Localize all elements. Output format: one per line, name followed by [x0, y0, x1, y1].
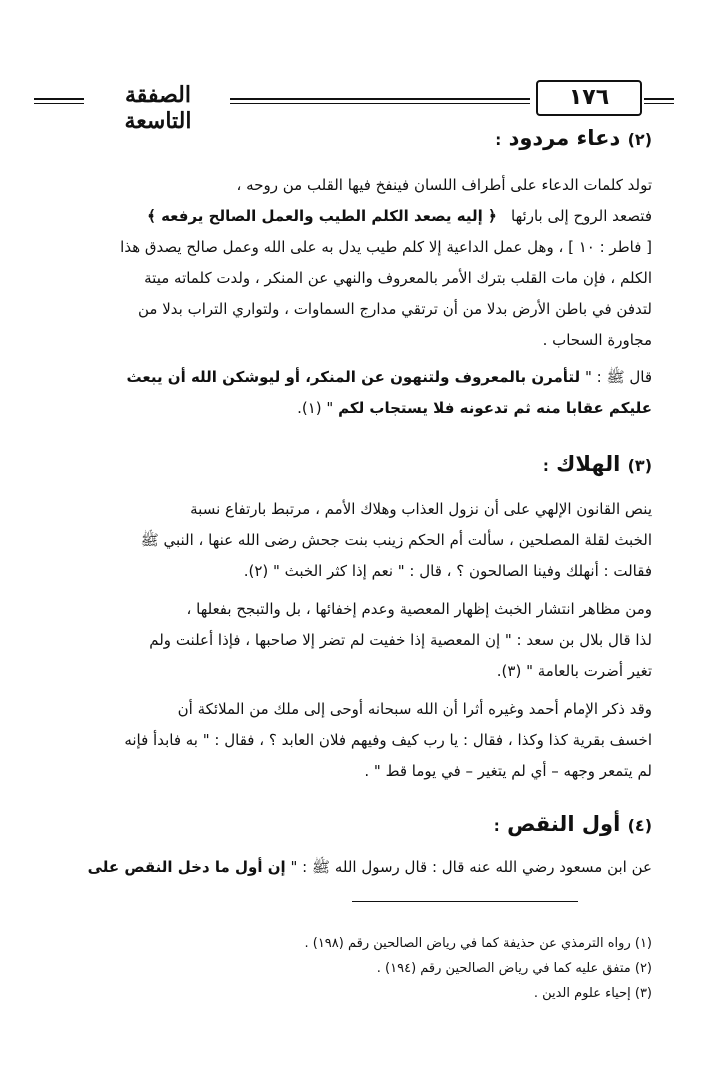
hadith-text: عليكم عقابا منه ثم تدعونه فلا يستجاب لكم: [338, 399, 652, 417]
section-title: الهلاك: [556, 452, 621, 476]
section-heading-2: [495, 126, 652, 150]
paragraph-line: اخسف بقرية كذا وكذا ، فقال : يا رب كيف وفيهم فلان العابد ؟ ، فقال : " به فابدأ فإنه: [124, 731, 652, 749]
hadith-text: إن أول ما دخل النقص على: [87, 858, 286, 876]
header-rule-middle: [230, 98, 530, 104]
section-title: أول النقص: [507, 812, 621, 836]
footnote: (٣) إحياء علوم الدين .: [533, 986, 652, 1001]
footnote-ref: " (١).: [297, 399, 334, 417]
section-title: دعاء مردود: [508, 126, 621, 150]
section-number: (٤): [627, 816, 652, 835]
section-number: (٣): [627, 456, 652, 475]
section-heading-3: [543, 452, 652, 476]
paragraph-line: [ فاطر : ١٠ ] ، وهل عمل الداعية إلا كلم طيب يدل به على الله وعمل صالح يصدق هذا: [120, 238, 652, 256]
paragraph-line: [42, 201, 652, 232]
verse-intro: فتصعد الروح إلى بارئها: [511, 207, 652, 225]
page-header: [34, 76, 674, 134]
paragraph-line: ينص القانون الإلهي على أن نزول العذاب وهلاك الأمم ، مرتبط بارتفاع نسبة: [190, 500, 652, 518]
footnote-divider: [352, 901, 578, 902]
hadith-line: [126, 362, 652, 393]
paragraph-line: لتدفن في باطن الأرض بدلا من أن ترتقي مدارج السماوات ، ولتواري التراب بدلا من: [137, 300, 652, 318]
header-rule-left: [34, 98, 84, 104]
hadith-intro: قال ﷺ : ": [584, 368, 652, 386]
section-number: (٢): [627, 130, 652, 149]
section-heading-4: [494, 812, 652, 836]
quran-verse: ﴿ إليه يصعد الكلم الطيب والعمل الصالح يرفعه ﴾: [147, 207, 497, 225]
page-number: ١٧٦: [536, 80, 642, 116]
section-suffix: :: [493, 817, 500, 835]
paragraph-line: ومن مظاهر انتشار الخبث إظهار المعصية وعدم إخفائها ، بل والتبجح بفعلها ،: [186, 600, 652, 618]
paragraph-line: تولد كلمات الدعاء على أطراف اللسان فينفخ فيها القلب من روحه ،: [236, 176, 652, 194]
footnote: (١) رواه الترمذي عن حذيفة كما في رياض الصالحين رقم (١٩٨) .: [304, 936, 652, 951]
paragraph-line: تغير أضرت بالعامة " (٣).: [496, 662, 652, 680]
chapter-title: الصفقة التاسعة: [124, 82, 192, 134]
header-rule-right: [644, 98, 674, 104]
paragraph-line: فقالت : أنهلك وفينا الصالحون ؟ ، قال : " نعم إذا كثر الخبث " (٢).: [243, 562, 652, 580]
section-suffix: :: [495, 131, 502, 149]
paragraph-line: الخبث لقلة المصلحين ، سألت أم الحكم زينب بنت جحش رضى الله عنها ، النبي ﷺ: [140, 531, 652, 549]
paragraph-line: [42, 852, 652, 883]
paragraph-line: الكلم ، فإن مات القلب بترك الأمر بالمعروف والنهي عن المنكر ، ولدت كلماته ميتة: [144, 269, 652, 287]
hadith-text: لتأمرن بالمعروف ولتنهون عن المنكر، أو ليوشكن الله أن يبعث: [126, 368, 581, 386]
hadith-intro: عن ابن مسعود رضي الله عنه قال : قال رسول الله ﷺ : ": [290, 858, 652, 876]
paragraph-line: لم يتمعر وجهه – أي لم يتغير – في يوما قط " .: [364, 762, 652, 780]
hadith-line: [42, 393, 652, 424]
footnote: (٢) متفق عليه كما في رياض الصالحين رقم (١٩٤) .: [376, 961, 652, 976]
paragraph-line: وقد ذكر الإمام أحمد وغيره أثرا أن الله سبحانه أوحى إلى ملك من الملائكة أن: [177, 700, 652, 718]
section-suffix: :: [542, 457, 549, 475]
paragraph-line: لذا قال بلال بن سعد : " إن المعصية إذا خفيت لم تضر إلا صاحبها ، فإذا أعلنت ولم: [149, 631, 652, 649]
paragraph-line: مجاورة السحاب .: [542, 331, 652, 349]
